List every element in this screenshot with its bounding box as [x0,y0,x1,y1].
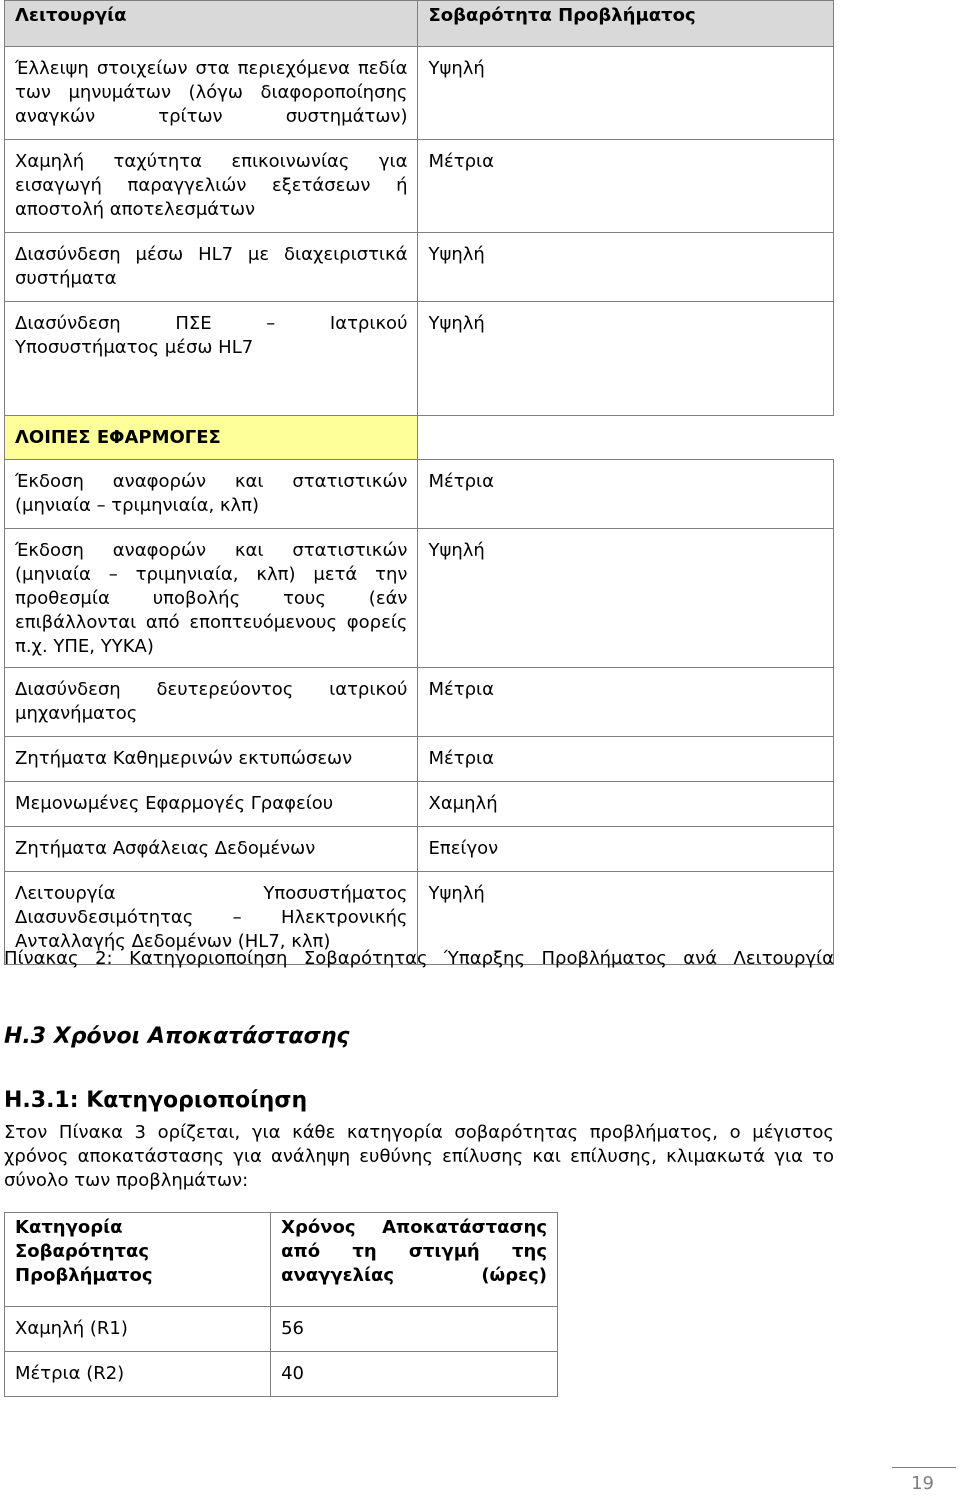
severity-cell: Μέτρια [418,140,834,233]
function-cell: Έκδοση αναφορών και στατιστικών (μηνιαία – τριμηνιαία, κλπ) [5,460,418,529]
severity-cell: Υψηλή [418,47,834,140]
table-row [5,1352,558,1397]
function-cell: Διασύνδεση μέσω HL7 με διαχειριστικά συστήματα [5,233,418,302]
function-cell: Έλλειψη στοιχείων στα περιεχόμενα πεδία των μηνυμάτων (λόγω διαφοροποίησης αναγκών τρίτων συστημάτων) [5,47,418,140]
table-row [5,140,834,233]
severity-cell: Υψηλή [418,233,834,302]
table-header-row [5,1,834,47]
section-heading: Η.3 Χρόνοι Αποκατάστασης [4,1024,350,1049]
hours-cell: 40 [271,1352,558,1397]
table-row [5,737,834,782]
severity-cell: Υψηλή [418,529,834,668]
severity-cell: Υψηλή [418,302,834,416]
table-row [5,827,834,872]
table-row [5,460,834,529]
function-cell: Ζητήματα Ασφάλειας Δεδομένων [5,827,418,872]
function-cell: Διασύνδεση ΠΣΕ – Ιατρικού Υποσυστήματος μέσω HL7 [5,302,418,416]
recovery-time-table [4,1212,558,1397]
table-row [5,668,834,737]
function-cell: Έκδοση αναφορών και στατιστικών (μηνιαία – τριμηνιαία, κλπ) μετά την προθεσμία υποβολής τους (εάν επιβάλλονται από εποπτευόμενους φορείς π.χ. ΥΠΕ, ΥΥΚΑ) [5,529,418,668]
table-row [5,1307,558,1352]
header-function: Λειτουργία [5,1,418,47]
function-cell: Διασύνδεση δευτερεύοντος ιατρικού μηχανήματος [5,668,418,737]
category-cell: Μέτρια (R2) [5,1352,271,1397]
section-row [5,416,834,460]
function-cell: Ζητήματα Καθημερινών εκτυπώσεων [5,737,418,782]
section-empty-cell [418,416,834,460]
hours-cell: 56 [271,1307,558,1352]
section-title: ΛΟΙΠΕΣ ΕΦΑΡΜΟΓΕΣ [5,416,418,460]
severity-cell: Υψηλή [418,872,834,965]
page-number-rule [892,1467,956,1468]
category-cell: Χαμηλή (R1) [5,1307,271,1352]
severity-cell: Μέτρια [418,668,834,737]
function-cell: Χαμηλή ταχύτητα επικοινωνίας για εισαγωγή παραγγελιών εξετάσεων ή αποστολή αποτελεσμάτων [5,140,418,233]
function-cell: Λειτουργία Υποσυστήματος Διασυνδεσιμότητας – Ηλεκτρονικής Ανταλλαγής Δεδομένων (HL7, κλπ) [5,872,418,965]
severity-cell: Μέτρια [418,737,834,782]
table-caption: Πίνακας 2: Κατηγοριοποίηση Σοβαρότητας Ύπαρξης Προβλήματος ανά Λειτουργία [4,948,834,969]
table-row [5,529,834,668]
table-row [5,302,834,416]
body-paragraph: Στον Πίνακα 3 ορίζεται, για κάθε κατηγορία σοβαρότητας προβλήματος, ο μέγιστος χρόνος αποκατάστασης για ανάληψη ευθύνης επίλυσης και επίλυσης, κλιμακωτά για το σύνολο των προβλημάτων: [4,1122,834,1191]
severity-cell: Χαμηλή [418,782,834,827]
severity-cell: Επείγον [418,827,834,872]
severity-cell: Μέτρια [418,460,834,529]
header-category: Κατηγορία Σοβαρότητας Προβλήματος [5,1213,271,1307]
table-row [5,47,834,140]
header-severity: Σοβαρότητα Προβλήματος [418,1,834,47]
page-number: 19 [911,1473,934,1494]
subsection-heading: Η.3.1: Κατηγοριοποίηση [4,1088,308,1113]
table-row [5,233,834,302]
table-row [5,782,834,827]
function-cell: Μεμονωμένες Εφαρμογές Γραφείου [5,782,418,827]
header-recovery-time: Χρόνος Αποκατάστασης από τη στιγμή της αναγγελίας (ώρες) [271,1213,558,1307]
severity-table [4,0,834,965]
table-header-row [5,1213,558,1307]
